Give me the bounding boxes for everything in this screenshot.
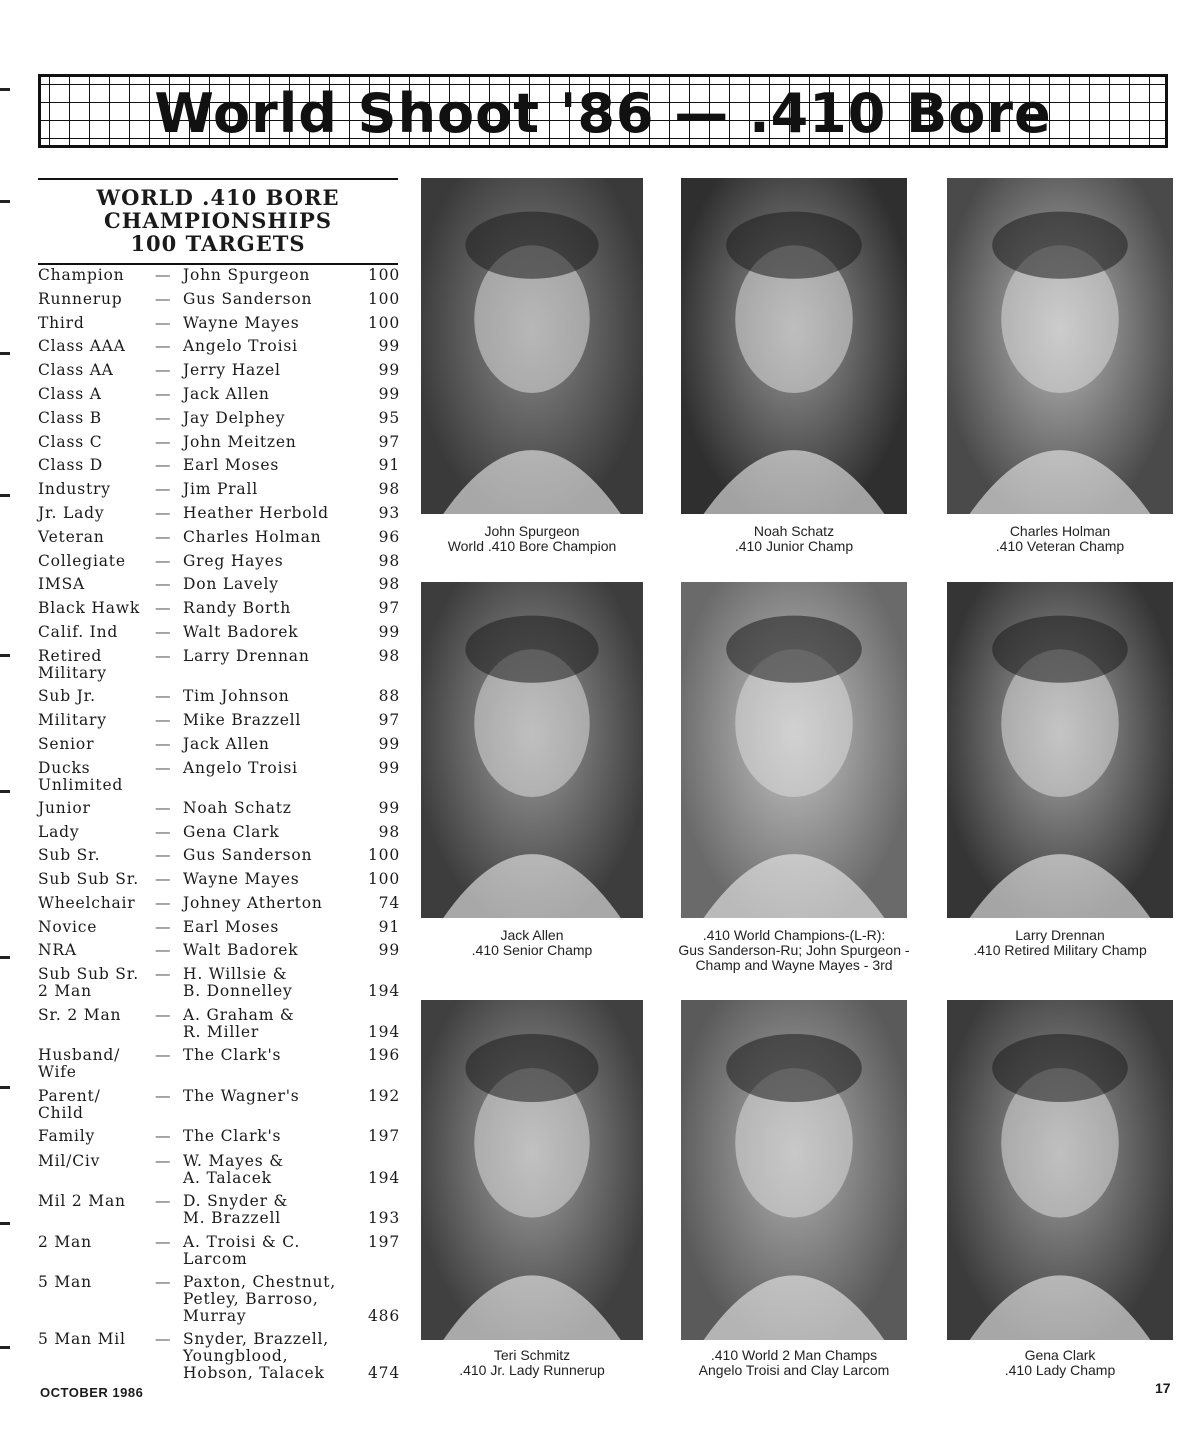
result-dash: — <box>155 799 172 817</box>
result-name: Paxton, Chestnut, Petley, Barroso, Murray <box>183 1273 337 1325</box>
result-name: Mike Brazzell <box>183 711 302 729</box>
result-category: Mil 2 Man <box>38 1192 126 1210</box>
result-category: Mil/Civ <box>38 1152 101 1170</box>
result-name: John Meitzen <box>183 433 297 451</box>
caption-line: .410 World Champions-(L-R): <box>702 927 886 943</box>
results-heading-line: WORLD .410 BORE <box>96 185 340 210</box>
result-name: Jim Prall <box>183 480 258 498</box>
result-category: Class D <box>38 456 103 474</box>
result-dash: — <box>155 1127 172 1145</box>
result-dash: — <box>155 1006 172 1024</box>
person-silhouette <box>681 582 907 918</box>
result-category: Class AAA <box>38 337 126 355</box>
person-silhouette <box>421 582 643 918</box>
result-dash: — <box>155 385 172 403</box>
result-category: Sub Sub Sr. 2 Man <box>38 965 139 1000</box>
photo <box>681 178 907 514</box>
result-dash: — <box>155 846 172 864</box>
result-dash: — <box>155 480 172 498</box>
result-name: Charles Holman <box>183 528 322 546</box>
result-score: 74 <box>378 894 400 912</box>
result-category: 5 Man <box>38 1273 92 1291</box>
result-category: Class A <box>38 385 102 403</box>
result-score: 100 <box>368 870 400 888</box>
result-category: Sr. 2 Man <box>38 1006 122 1024</box>
result-name: Jerry Hazel <box>183 361 281 379</box>
margin-mark <box>0 200 10 203</box>
result-score: 100 <box>368 846 400 864</box>
result-category: Wheelchair <box>38 894 136 912</box>
result-category: Sub Sub Sr. <box>38 870 139 888</box>
result-name: Gena Clark <box>183 823 280 841</box>
result-name: Noah Schatz <box>183 799 292 817</box>
result-category: Novice <box>38 918 98 936</box>
result-dash: — <box>155 433 172 451</box>
caption-line: Gena Clark <box>1024 1347 1096 1363</box>
result-score: 100 <box>368 290 400 308</box>
result-name: The Clark's <box>183 1127 282 1145</box>
photo-caption <box>671 928 917 973</box>
margin-mark <box>0 956 10 959</box>
result-category: Veteran <box>38 528 105 546</box>
result-category: 2 Man <box>38 1233 92 1251</box>
result-score: 97 <box>378 433 400 451</box>
margin-mark <box>0 88 10 91</box>
result-category: Junior <box>38 799 91 817</box>
result-name: Greg Hayes <box>183 552 284 570</box>
issue-date: OCTOBER 1986 <box>40 1385 144 1400</box>
result-score: 100 <box>368 314 400 332</box>
result-category: Sub Sr. <box>38 846 101 864</box>
result-dash: — <box>155 409 172 427</box>
result-dash: — <box>155 894 172 912</box>
result-score: 98 <box>378 647 400 665</box>
result-category: Ducks Unlimited <box>38 759 124 794</box>
result-category: Retired Military <box>38 647 107 682</box>
result-name: Walt Badorek <box>183 623 299 641</box>
result-dash: — <box>155 965 172 983</box>
photo-caption <box>411 524 653 554</box>
result-category: Senior <box>38 735 95 753</box>
result-dash: — <box>155 918 172 936</box>
result-dash: — <box>155 759 172 777</box>
result-score: 97 <box>378 711 400 729</box>
result-name: John Spurgeon <box>183 266 311 284</box>
result-name: Heather Herbold <box>183 504 329 522</box>
margin-mark <box>0 352 10 355</box>
margin-mark <box>0 790 10 793</box>
photo-caption <box>937 524 1183 554</box>
person-silhouette <box>421 1000 643 1340</box>
caption-line: .410 Junior Champ <box>734 538 854 554</box>
photo <box>421 582 643 918</box>
result-score: 486 <box>368 1307 400 1325</box>
result-category: Husband/ Wife <box>38 1046 121 1081</box>
result-score: 194 <box>368 982 400 1000</box>
result-score: 97 <box>378 599 400 617</box>
results-heading-line: 100 TARGETS <box>130 231 306 256</box>
person-silhouette <box>947 1000 1173 1340</box>
result-name: Earl Moses <box>183 918 280 936</box>
result-dash: — <box>155 941 172 959</box>
result-category: IMSA <box>38 575 86 593</box>
result-category: Parent/ Child <box>38 1087 101 1122</box>
caption-line: .410 Senior Champ <box>471 942 593 958</box>
result-dash: — <box>155 823 172 841</box>
result-name: A. Graham & R. Miller <box>183 1006 295 1041</box>
result-dash: — <box>155 1233 172 1251</box>
result-score: 99 <box>378 623 400 641</box>
caption-line: Larry Drennan <box>1015 927 1105 943</box>
caption-line: World .410 Bore Champion <box>447 538 617 554</box>
photo-caption <box>411 1348 653 1378</box>
result-score: 98 <box>378 552 400 570</box>
result-name: Jack Allen <box>183 385 270 403</box>
result-dash: — <box>155 552 172 570</box>
caption-line: Angelo Troisi and Clay Larcom <box>698 1362 890 1378</box>
result-dash: — <box>155 290 172 308</box>
result-category: Champion <box>38 266 125 284</box>
result-dash: — <box>155 266 172 284</box>
photo-caption <box>937 1348 1183 1378</box>
caption-line: .410 World 2 Man Champs <box>710 1347 878 1363</box>
results-heading-line: CHAMPIONSHIPS <box>104 208 332 233</box>
person-silhouette <box>681 178 907 514</box>
caption-line: Charles Holman <box>1009 523 1111 539</box>
result-category: Black Hawk <box>38 599 141 617</box>
result-score: 88 <box>378 687 400 705</box>
photo-caption <box>671 524 917 554</box>
person-silhouette <box>681 1000 907 1340</box>
result-score: 98 <box>378 575 400 593</box>
result-dash: — <box>155 1273 172 1291</box>
result-score: 99 <box>378 941 400 959</box>
result-name: Angelo Troisi <box>183 337 298 355</box>
result-score: 194 <box>368 1023 400 1041</box>
result-dash: — <box>155 623 172 641</box>
result-name: Gus Sanderson <box>183 290 313 308</box>
result-dash: — <box>155 575 172 593</box>
result-dash: — <box>155 1330 172 1348</box>
caption-line: Teri Schmitz <box>493 1347 571 1363</box>
person-silhouette <box>947 178 1173 514</box>
margin-mark <box>0 1346 10 1349</box>
result-score: 95 <box>378 409 400 427</box>
results-heading <box>38 178 398 265</box>
result-score: 99 <box>378 735 400 753</box>
caption-line: .410 Retired Military Champ <box>973 942 1147 958</box>
result-category: Class AA <box>38 361 114 379</box>
photo-caption <box>671 1348 917 1378</box>
person-silhouette <box>421 178 643 514</box>
result-category: Third <box>38 314 85 332</box>
result-score: 93 <box>378 504 400 522</box>
result-score: 193 <box>368 1209 400 1227</box>
result-dash: — <box>155 456 172 474</box>
photo <box>947 582 1173 918</box>
person-silhouette <box>947 582 1173 918</box>
result-name: Randy Borth <box>183 599 291 617</box>
result-score: 91 <box>378 456 400 474</box>
result-score: 99 <box>378 385 400 403</box>
result-dash: — <box>155 337 172 355</box>
result-dash: — <box>155 1152 172 1170</box>
photo <box>421 1000 643 1340</box>
result-category: Runnerup <box>38 290 123 308</box>
result-category: Military <box>38 711 107 729</box>
result-score: 91 <box>378 918 400 936</box>
photo <box>681 582 907 918</box>
result-dash: — <box>155 528 172 546</box>
result-score: 96 <box>378 528 400 546</box>
result-score: 194 <box>368 1169 400 1187</box>
caption-line: .410 Veteran Champ <box>995 538 1125 554</box>
result-category: 5 Man Mil <box>38 1330 126 1348</box>
result-name: Earl Moses <box>183 456 280 474</box>
result-dash: — <box>155 735 172 753</box>
result-name: Gus Sanderson <box>183 846 313 864</box>
result-score: 192 <box>368 1087 400 1105</box>
result-score: 99 <box>378 799 400 817</box>
photo <box>421 178 643 514</box>
result-name: The Wagner's <box>183 1087 300 1105</box>
result-score: 98 <box>378 823 400 841</box>
result-score: 196 <box>368 1046 400 1064</box>
result-dash: — <box>155 1087 172 1105</box>
result-dash: — <box>155 870 172 888</box>
result-name: Wayne Mayes <box>183 314 300 332</box>
result-score: 100 <box>368 266 400 284</box>
caption-line: Champ and Wayne Mayes - 3rd <box>695 957 893 973</box>
caption-line: Noah Schatz <box>753 523 835 539</box>
result-score: 474 <box>368 1364 400 1382</box>
result-name: Don Lavely <box>183 575 279 593</box>
result-name: A. Troisi & C. Larcom <box>183 1233 301 1268</box>
result-dash: — <box>155 1046 172 1064</box>
result-name: Johney Atherton <box>183 894 323 912</box>
margin-mark <box>0 1086 10 1089</box>
result-name: D. Snyder & M. Brazzell <box>183 1192 289 1227</box>
title-banner <box>38 74 1168 148</box>
caption-line: .410 Jr. Lady Runnerup <box>459 1362 605 1378</box>
result-dash: — <box>155 504 172 522</box>
margin-mark <box>0 1222 10 1225</box>
result-category: Industry <box>38 480 111 498</box>
result-dash: — <box>155 361 172 379</box>
page-title: World Shoot '86 — .410 Bore <box>154 82 1052 145</box>
result-name: W. Mayes & A. Talacek <box>183 1152 284 1187</box>
result-dash: — <box>155 314 172 332</box>
result-name: Snyder, Brazzell, Youngblood, Hobson, Talacek <box>183 1330 330 1382</box>
result-name: Angelo Troisi <box>183 759 298 777</box>
photo <box>947 178 1173 514</box>
caption-line: John Spurgeon <box>484 523 580 539</box>
result-name: Tim Johnson <box>183 687 290 705</box>
result-score: 98 <box>378 480 400 498</box>
result-category: Calif. Ind <box>38 623 119 641</box>
result-dash: — <box>155 647 172 665</box>
result-category: Collegiate <box>38 552 126 570</box>
result-category: Class C <box>38 433 103 451</box>
result-category: Jr. Lady <box>38 504 105 522</box>
result-score: 197 <box>368 1127 400 1145</box>
result-name: The Clark's <box>183 1046 282 1064</box>
caption-line: .410 Lady Champ <box>1004 1362 1116 1378</box>
photo <box>681 1000 907 1340</box>
result-score: 197 <box>368 1233 400 1251</box>
result-name: H. Willsie & B. Donnelley <box>183 965 293 1000</box>
photo <box>947 1000 1173 1340</box>
caption-line: Jack Allen <box>500 927 564 943</box>
margin-mark <box>0 654 10 657</box>
result-name: Wayne Mayes <box>183 870 300 888</box>
caption-line: Gus Sanderson-Ru; John Spurgeon - <box>678 942 910 958</box>
result-name: Jack Allen <box>183 735 270 753</box>
result-dash: — <box>155 1192 172 1210</box>
photo-caption <box>937 928 1183 958</box>
result-dash: — <box>155 687 172 705</box>
photo-caption <box>411 928 653 958</box>
result-category: Class B <box>38 409 102 427</box>
result-category: Sub Jr. <box>38 687 96 705</box>
result-category: NRA <box>38 941 77 959</box>
result-score: 99 <box>378 759 400 777</box>
page-number: 17 <box>1155 1380 1171 1396</box>
result-name: Larry Drennan <box>183 647 310 665</box>
result-dash: — <box>155 711 172 729</box>
margin-mark <box>0 494 10 497</box>
result-score: 99 <box>378 361 400 379</box>
result-name: Jay Delphey <box>183 409 286 427</box>
result-name: Walt Badorek <box>183 941 299 959</box>
result-score: 99 <box>378 337 400 355</box>
result-dash: — <box>155 599 172 617</box>
result-category: Lady <box>38 823 80 841</box>
result-category: Family <box>38 1127 96 1145</box>
